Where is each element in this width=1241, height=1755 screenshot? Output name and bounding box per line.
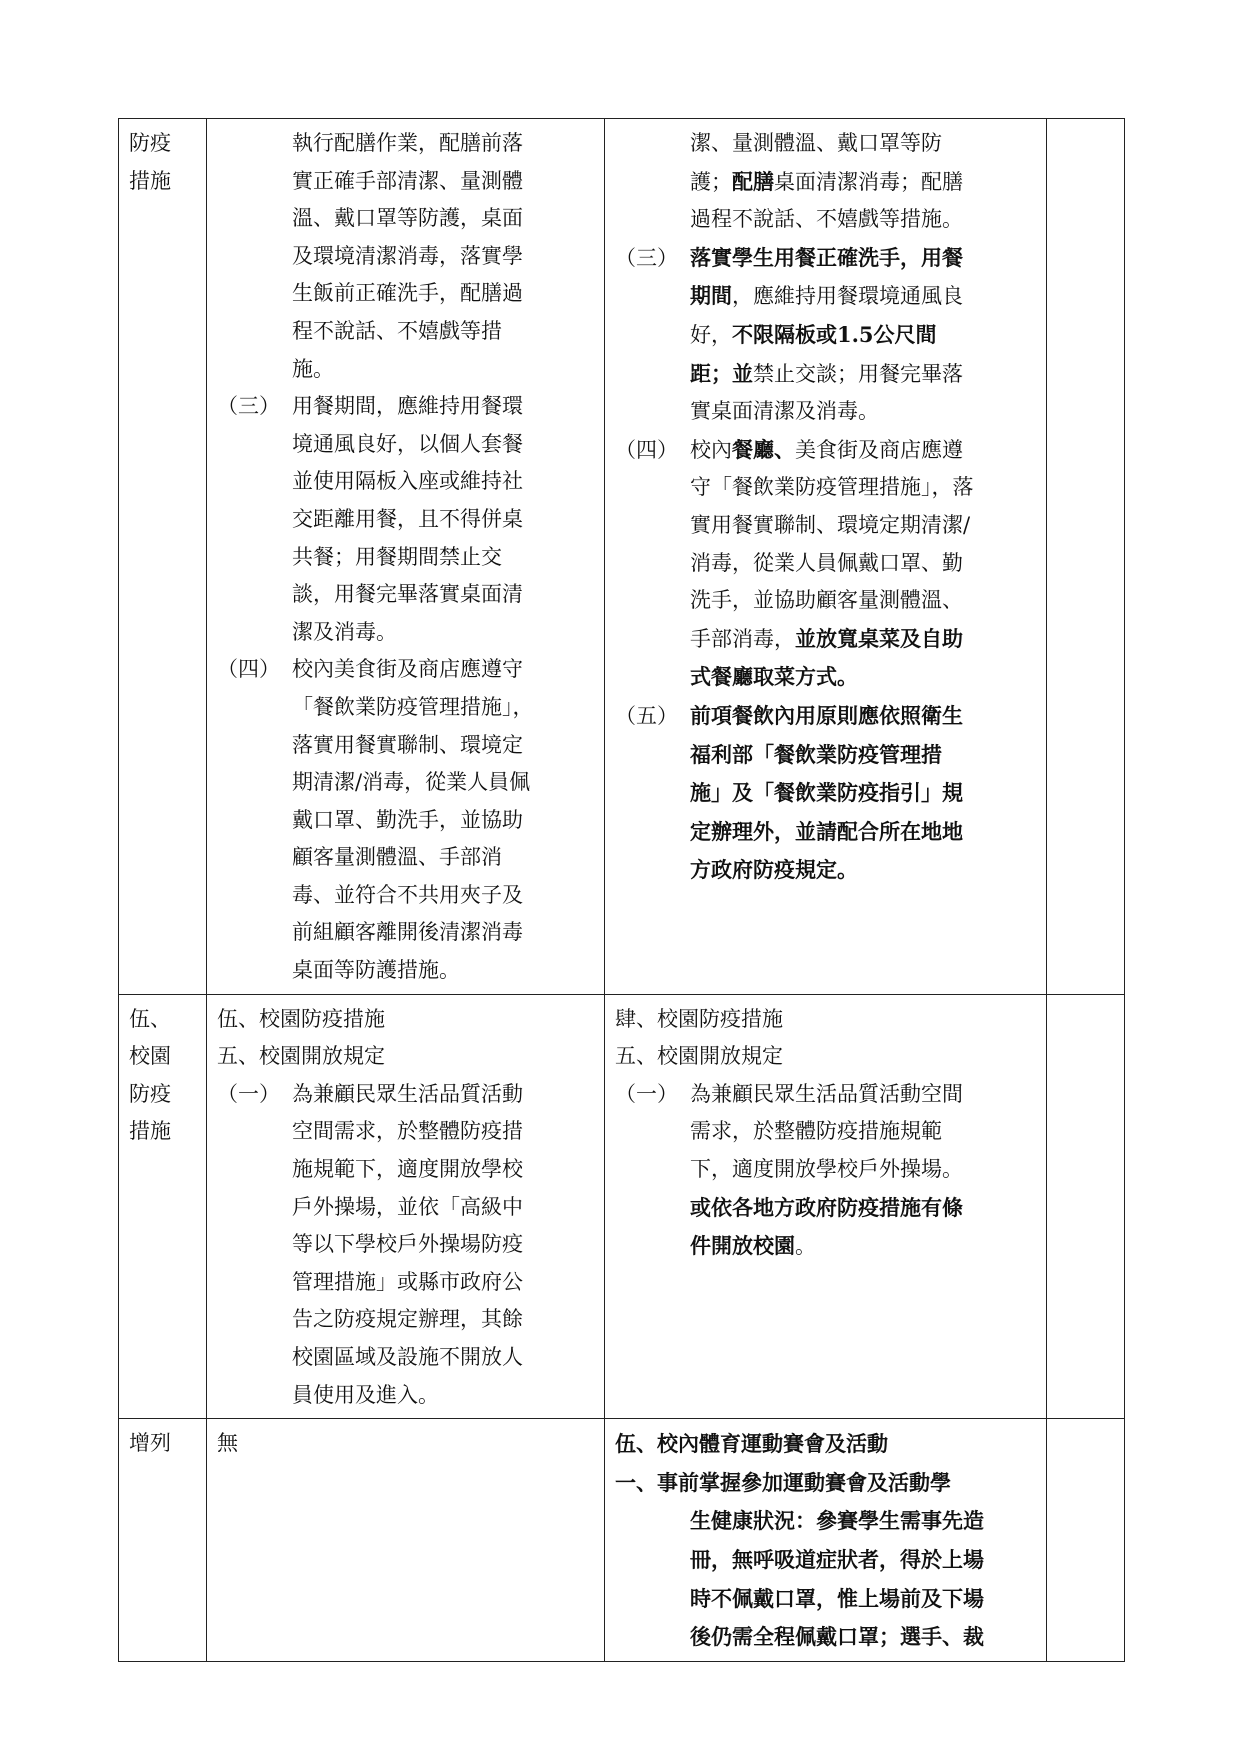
text-segment: 溫、戴口罩等防護，桌面	[292, 206, 523, 231]
text-segment: 等以下學校戶外操場防疫	[292, 1232, 523, 1257]
text-segment: 執行配膳作業，配膳前落	[292, 131, 523, 155]
text-line	[615, 1502, 1036, 1541]
text-line	[615, 163, 1036, 202]
text-line	[217, 1301, 594, 1339]
original-text	[207, 1419, 604, 1467]
text-segment: 校內	[690, 437, 732, 462]
emphasized-text: 件開放校園	[690, 1233, 795, 1259]
text-line	[217, 914, 594, 952]
text-line	[615, 1001, 1036, 1039]
text-segment: 毒、並符合不共用夾子及	[292, 882, 523, 907]
emphasized-text: 冊，無呼吸道症狀者，得於上場	[690, 1546, 984, 1572]
text-segment: 校園區域及設施不開放人	[292, 1345, 523, 1369]
item-marker: （一）	[615, 1081, 678, 1106]
text-line	[615, 1425, 1036, 1464]
text-line	[615, 658, 1036, 697]
text-line	[615, 1189, 1036, 1228]
item-label	[119, 119, 206, 204]
text-line	[217, 1113, 594, 1151]
text-segment: 校內美食街及商店應遵守	[292, 657, 523, 682]
emphasized-text: 不限隔板或1.5公尺間	[732, 321, 937, 347]
text-line	[615, 239, 1036, 278]
text-segment: 「餐飲業防疫管理措施」，	[292, 694, 534, 719]
emphasized-text: 配膳	[732, 168, 774, 194]
item-label	[119, 1419, 206, 1467]
emphasized-text: 方政府防疫規定。	[690, 857, 858, 883]
text-segment: 用餐期間，應維持用餐環	[292, 394, 523, 419]
revised-text	[605, 1419, 1046, 1661]
text-line	[615, 545, 1036, 583]
item-marker: （三）	[615, 245, 678, 270]
comparison-table	[118, 118, 1125, 1662]
text-line	[615, 736, 1036, 775]
text-segment: 施規範下，適度開放學校	[292, 1157, 523, 1182]
text-line	[615, 1038, 1036, 1076]
text-segment: 共餐；用餐期間禁止交	[292, 544, 502, 569]
revised-text-cell	[605, 1419, 1047, 1662]
text-line	[217, 1226, 594, 1264]
text-line	[217, 463, 594, 501]
text-line	[615, 1580, 1036, 1619]
text-segment: 肆、校園防疫措施	[615, 1006, 783, 1031]
emphasized-text: 時不佩戴口罩，惟上場前及下場	[690, 1585, 984, 1611]
text-segment: 前組顧客離開後清潔消毒	[292, 920, 523, 945]
text-line	[217, 1038, 594, 1076]
text-line	[217, 802, 594, 840]
text-segment: 實正確手部清潔、量測體	[292, 168, 523, 193]
text-segment: 並使用隔板入座或維持社	[292, 469, 523, 494]
text-line	[217, 163, 594, 201]
text-line	[217, 1425, 594, 1463]
text-line	[217, 313, 594, 351]
text-line	[217, 275, 594, 313]
emphasized-text: 或依各地方政府防疫措施有條	[690, 1194, 963, 1220]
revised-text-cell	[605, 119, 1047, 995]
label-line: 措施	[129, 1119, 171, 1144]
text-line	[217, 651, 594, 689]
text-line	[615, 469, 1036, 507]
text-line	[615, 697, 1036, 736]
text-segment: 禁止交談；用餐完畢落	[753, 361, 963, 386]
text-segment: 程不說話、不嬉戲等措	[292, 318, 502, 343]
item-label-cell	[119, 1419, 207, 1662]
text-line	[217, 539, 594, 577]
text-segment: 美食街及商店應遵	[795, 437, 963, 462]
text-segment: 桌面清潔消毒；配膳	[774, 169, 963, 194]
emphasized-text: 生健康狀況：參賽學生需事先造	[690, 1508, 984, 1534]
text-segment: 談，用餐完畢落實桌面清	[292, 582, 523, 607]
emphasized-text: 施」及「餐飲業防疫指引」規	[690, 780, 963, 806]
text-line	[615, 1227, 1036, 1266]
text-line	[615, 582, 1036, 620]
text-line	[217, 1076, 594, 1114]
text-segment: 。	[795, 1234, 816, 1259]
text-line	[217, 1339, 594, 1377]
text-segment: 潔、量測體溫、戴口罩等防	[690, 131, 942, 155]
text-line	[615, 1113, 1036, 1151]
item-marker: （一）	[217, 1081, 280, 1106]
note-text	[1047, 1419, 1124, 1429]
item-label-cell	[119, 119, 207, 995]
note-cell	[1047, 994, 1125, 1419]
emphasized-text: 定辦理外，並請配合所在地地	[690, 818, 963, 844]
note-text	[1047, 119, 1124, 129]
text-line	[615, 393, 1036, 431]
text-segment: 潔及消毒。	[292, 619, 397, 644]
text-segment: 及環境清潔消毒，落實學	[292, 243, 523, 268]
text-line	[217, 1151, 594, 1189]
text-line	[217, 1264, 594, 1302]
text-segment: 落實用餐實聯制、環境定	[292, 732, 523, 757]
original-text	[207, 119, 604, 994]
text-segment: 為兼顧民眾生活品質活動空間	[690, 1081, 963, 1106]
table-row	[119, 994, 1125, 1419]
item-marker: （四）	[217, 657, 280, 682]
label-line: 伍、	[129, 1006, 171, 1031]
text-line	[615, 507, 1036, 545]
text-line	[217, 351, 594, 389]
revised-text-cell	[605, 994, 1047, 1419]
text-segment: 施。	[292, 356, 334, 381]
text-line	[615, 277, 1036, 316]
text-line	[615, 1618, 1036, 1657]
text-line	[615, 813, 1036, 852]
text-line	[217, 576, 594, 614]
text-segment: 管理措施」或縣市政府公	[292, 1269, 523, 1294]
label-line: 防疫	[129, 1081, 171, 1106]
text-segment: 為兼顧民眾生活品質活動	[292, 1081, 523, 1106]
label-line: 增列	[129, 1431, 171, 1456]
text-line	[615, 431, 1036, 470]
text-line	[615, 355, 1036, 394]
text-line	[217, 125, 594, 163]
text-segment: 下，適度開放學校戶外操場。	[690, 1157, 963, 1182]
text-line	[217, 1377, 594, 1415]
text-segment: 消毒，從業人員佩戴口罩、勤	[690, 550, 963, 575]
text-segment: 告之防疫規定辦理，其餘	[292, 1307, 523, 1332]
emphasized-text: 距；並	[690, 360, 753, 386]
text-segment: 守「餐飲業防疫管理措施」，落	[690, 475, 974, 500]
note-cell	[1047, 119, 1125, 995]
text-line	[217, 877, 594, 915]
emphasized-text: 前項餐飲內用原則應依照衛生	[690, 702, 963, 728]
text-line	[217, 952, 594, 990]
revised-text	[605, 119, 1046, 894]
text-segment: 境通風良好，以個人套餐	[292, 431, 523, 456]
emphasized-text: 福利部「餐飲業防疫管理措	[690, 741, 942, 767]
emphasized-text: 並放寬桌菜及自助	[795, 625, 963, 651]
text-segment: 手部消毒，	[690, 626, 795, 651]
text-segment: 桌面等防護措施。	[292, 958, 460, 983]
text-line	[217, 764, 594, 802]
note-cell	[1047, 1419, 1125, 1662]
text-segment: 員使用及進入。	[292, 1382, 439, 1407]
item-marker: （三）	[217, 394, 280, 419]
text-line	[615, 1076, 1036, 1114]
label-line: 措施	[129, 168, 171, 193]
table-row	[119, 1419, 1125, 1662]
text-line	[217, 1189, 594, 1227]
emphasized-text: 落實學生用餐正確洗手，用餐	[690, 244, 963, 270]
text-line	[217, 200, 594, 238]
text-line	[217, 1001, 594, 1039]
text-line	[615, 125, 1036, 163]
text-segment: 無	[217, 1431, 238, 1456]
text-line	[217, 689, 594, 727]
text-line	[615, 620, 1036, 659]
text-line	[217, 388, 594, 426]
emphasized-text: 一、事前掌握參加運動賽會及活動學	[615, 1469, 951, 1495]
text-line	[615, 316, 1036, 355]
label-line: 防疫	[129, 131, 171, 155]
text-line	[217, 839, 594, 877]
text-line	[217, 614, 594, 652]
revised-text	[605, 995, 1046, 1270]
text-segment: 洗手，並協助顧客量測體溫、	[690, 588, 963, 613]
emphasized-text: 餐廳、	[732, 436, 795, 462]
text-line	[217, 238, 594, 276]
text-segment: 空間需求，於整體防疫措	[292, 1119, 523, 1144]
text-segment: 實桌面清潔及消毒。	[690, 399, 879, 424]
text-line	[615, 1151, 1036, 1189]
text-segment: 生飯前正確洗手，配膳過	[292, 281, 523, 306]
original-text	[207, 995, 604, 1419]
text-segment: 過程不說話、不嬉戲等措施。	[690, 207, 963, 232]
emphasized-text: 式餐廳取菜方式。	[690, 664, 858, 690]
label-line: 校園	[129, 1044, 171, 1069]
emphasized-text: 後仍需全程佩戴口罩；選手、裁	[690, 1624, 984, 1650]
text-line	[615, 1464, 1036, 1503]
text-line	[217, 727, 594, 765]
text-segment: 顧客量測體溫、手部消	[292, 845, 502, 870]
comparison-table-body	[119, 119, 1125, 1662]
original-text-cell	[207, 994, 605, 1419]
text-segment: 伍、校園防疫措施	[217, 1006, 385, 1031]
note-text	[1047, 995, 1124, 1005]
text-segment: ，應維持用餐環境通風良	[732, 284, 963, 309]
text-segment: 五、校園開放規定	[615, 1044, 783, 1069]
item-marker: （四）	[615, 437, 678, 462]
text-line	[217, 426, 594, 464]
text-segment: 實用餐實聯制、環境定期清潔/	[690, 512, 971, 537]
text-segment: 需求，於整體防疫措施規範	[690, 1119, 942, 1144]
text-segment: 五、校園開放規定	[217, 1044, 385, 1069]
text-segment: 好，	[690, 322, 732, 347]
text-line	[615, 201, 1036, 239]
table-row	[119, 119, 1125, 995]
text-segment: 戶外操場，並依「高級中	[292, 1194, 523, 1219]
original-text-cell	[207, 119, 605, 995]
text-line	[615, 1541, 1036, 1580]
emphasized-text: 伍、校內體育運動賽會及活動	[615, 1431, 888, 1457]
item-label-cell	[119, 994, 207, 1419]
item-label	[119, 995, 206, 1155]
text-segment: 期清潔/消毒，從業人員佩	[292, 770, 531, 795]
original-text-cell	[207, 1419, 605, 1662]
emphasized-text: 期間	[690, 283, 732, 309]
text-line	[615, 774, 1036, 813]
text-line	[217, 501, 594, 539]
text-segment: 護；	[690, 169, 732, 194]
text-segment: 交距離用餐，且不得併桌	[292, 506, 523, 531]
text-line	[615, 851, 1036, 890]
text-segment: 戴口罩、勤洗手，並協助	[292, 807, 523, 832]
item-marker: （五）	[615, 703, 678, 728]
